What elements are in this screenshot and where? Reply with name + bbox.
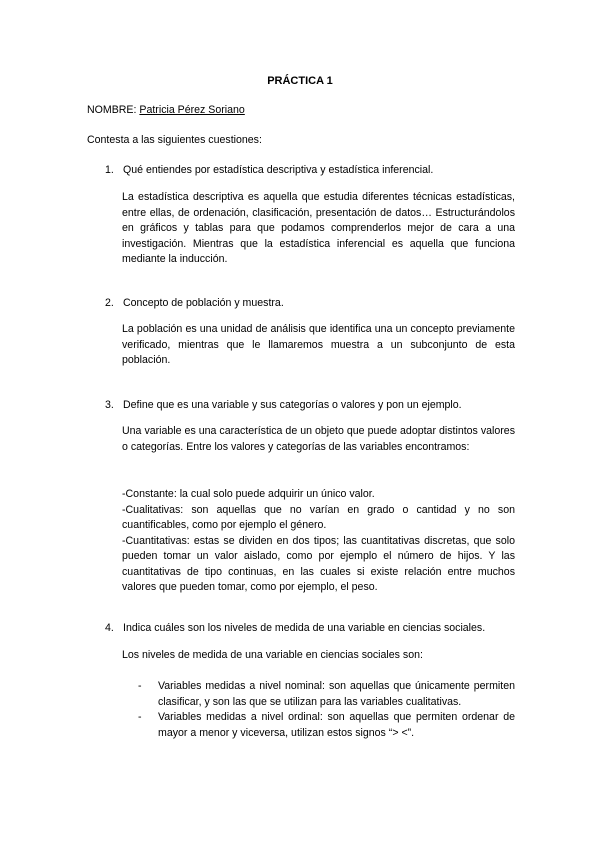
answer-text: Una variable es una característica de un objeto que puede adoptar distintos valores o categorías. Entre los valores y categorías de las variables encontramos:	[122, 425, 515, 453]
list-item	[138, 679, 515, 710]
list-item	[138, 710, 515, 741]
answer-1	[122, 190, 515, 268]
question-number: 2.	[105, 297, 114, 309]
variable-types-list	[122, 487, 515, 596]
answer-2	[122, 322, 515, 369]
question-number: 4.	[105, 622, 114, 634]
name-label: NOMBRE:	[87, 104, 137, 116]
question-text: Qué entiendes por estadística descriptiva y estadística inferencial.	[123, 164, 434, 176]
question-text: Define que es una variable y sus categorías o valores y pon un ejemplo.	[123, 399, 462, 411]
intro-text: Contesta a las siguientes cuestiones:	[87, 134, 262, 146]
answer-text: La estadística descriptiva es aquella que estudia diferentes técnicas estadísticas, entre ellas, de ordenación, clasificación, presentación de datos… Estructurándolos en gráficos y tablas para que podamos comprenderlos mejor de cara a una investigación. Mientras que la estadística inferencial es aquella que funciona mediante la inducción.	[122, 191, 515, 265]
question-number: 1.	[105, 164, 114, 176]
page-title: PRÁCTICA 1	[267, 75, 333, 87]
list-item: -Constante: la cual solo puede adquirir un único valor.	[122, 488, 375, 500]
bullet-dash: -	[138, 680, 142, 692]
list-item: -Cualitativas: son aquellas que no varían en grado o cantidad y no son cuantificables, como por ejemplo el género.	[122, 503, 515, 531]
answer-text: La población es una unidad de análisis que identifica una un concepto previamente verificado, mientras que le llamaremos muestra a un subconjunto de esta población.	[122, 323, 515, 366]
list-item-text: Variables medidas a nivel ordinal: son aquellas que permiten ordenar de mayor a menor y viceversa, utilizan estos signos “> <”.	[158, 711, 515, 739]
question-text: Indica cuáles son los niveles de medida de una variable en ciencias sociales.	[123, 622, 486, 634]
name-line	[87, 103, 245, 117]
name-value: Patricia Pérez Soriano	[139, 104, 245, 116]
question-number: 3.	[105, 399, 114, 411]
answer-4	[122, 648, 515, 664]
measurement-levels-list	[138, 679, 515, 741]
answer-text: Los niveles de medida de una variable en ciencias sociales son:	[122, 649, 423, 661]
list-item-text: Variables medidas a nivel nominal: son aquellas que únicamente permiten clasificar, y son las que se utilizan para las variables cualitativas.	[158, 680, 515, 708]
bullet-dash: -	[138, 711, 142, 723]
question-text: Concepto de población y muestra.	[123, 297, 284, 309]
answer-3	[122, 424, 515, 455]
list-item: -Cuantitativas: estas se dividen en dos tipos; las cuantitativas discretas, que solo pueden tomar un valor aislado, como por ejemplo el número de hijos. Y las cuantitativas de tipo continuas, en las cuales si existe relación entre muchos valores que pueden tomar, como por ejemplo, el peso.	[122, 534, 515, 593]
